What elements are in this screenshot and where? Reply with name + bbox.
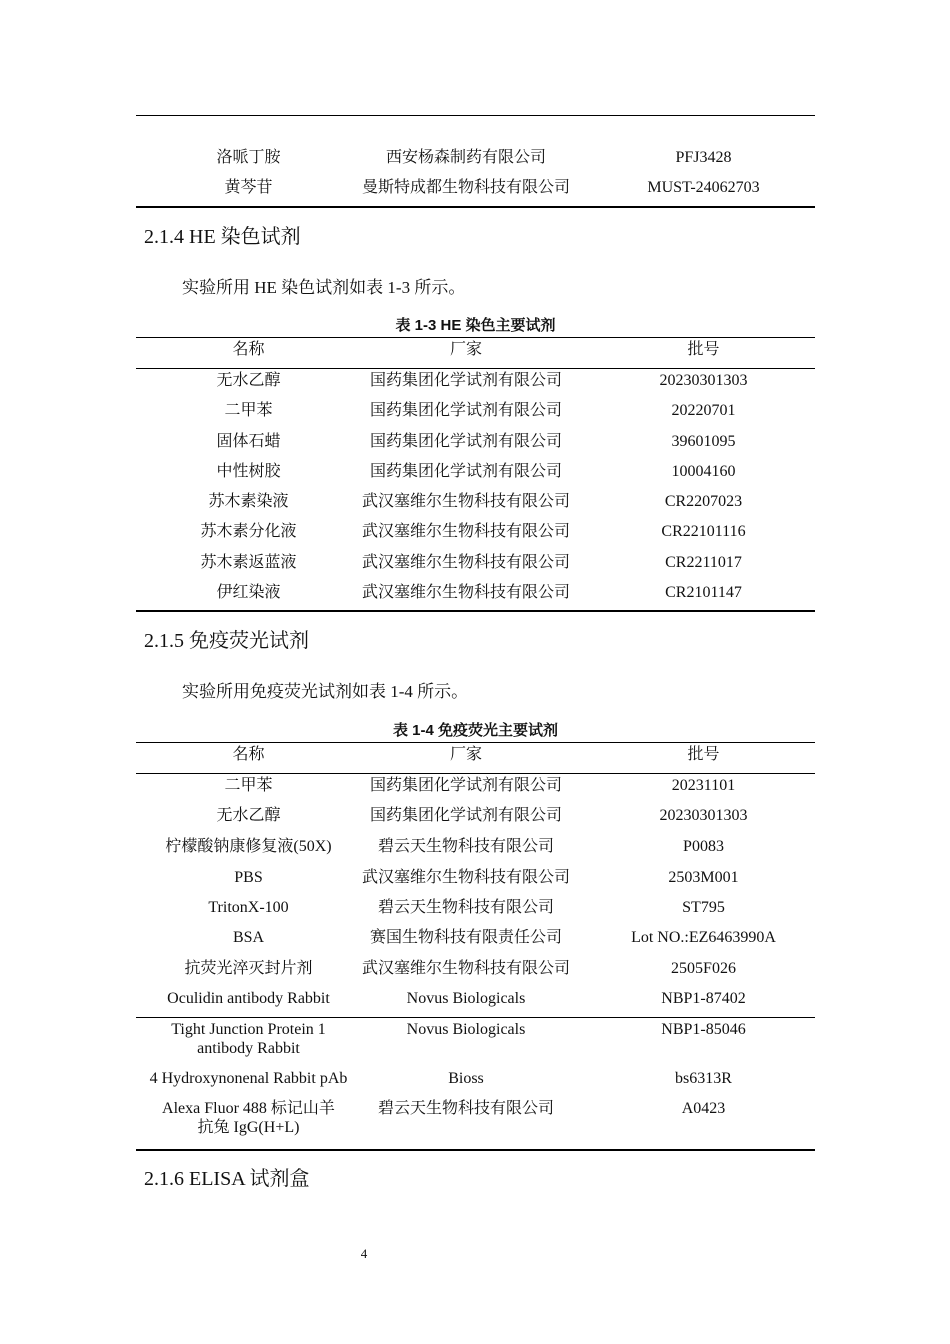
cell-name: 抗荧光淬灭封片剂 bbox=[184, 960, 313, 977]
cell-name: TritonX-100 bbox=[208, 899, 289, 916]
cell-maker: 碧云天生物科技有限公司 bbox=[377, 899, 554, 916]
cell-lot: 20230301303 bbox=[659, 372, 748, 389]
top-rule bbox=[136, 115, 815, 116]
cell-lot: CR2101147 bbox=[665, 584, 742, 601]
cell-lot: ST795 bbox=[682, 899, 725, 916]
table-row bbox=[136, 1099, 815, 1136]
cell-maker: 国药集团化学试剂有限公司 bbox=[369, 807, 562, 824]
cell-lot: 39601095 bbox=[671, 433, 736, 450]
table-header-row bbox=[136, 745, 815, 775]
header-name: 名称 bbox=[232, 341, 265, 358]
table-bottom-rule bbox=[136, 610, 815, 612]
cell-lot: PFJ3428 bbox=[675, 149, 732, 166]
cell-maker: 国药集团化学试剂有限公司 bbox=[369, 433, 562, 450]
cell-maker: Novus Biologicals bbox=[406, 1021, 526, 1038]
table-row bbox=[136, 178, 815, 208]
table-row bbox=[136, 837, 815, 867]
cell-name: PBS bbox=[234, 869, 263, 886]
table-row bbox=[136, 806, 815, 836]
cell-maker: Novus Biologicals bbox=[406, 990, 526, 1007]
table-row bbox=[136, 776, 815, 806]
cell-name: 苏木素分化液 bbox=[200, 523, 297, 540]
table-row bbox=[136, 401, 815, 431]
header-lot: 批号 bbox=[687, 746, 720, 763]
table-header-row bbox=[136, 340, 815, 370]
table-row bbox=[136, 868, 815, 898]
table-caption: 表 1-3 HE 染色主要试剂 bbox=[395, 317, 556, 334]
cell-name: 苏木素染液 bbox=[208, 493, 289, 510]
section-heading-2-1-5: 2.1.5 免疫荧光试剂 bbox=[144, 630, 309, 652]
cell-maker: 国药集团化学试剂有限公司 bbox=[369, 402, 562, 419]
cell-maker: 武汉塞维尔生物科技有限公司 bbox=[361, 869, 570, 886]
table-row bbox=[136, 1069, 815, 1099]
table-header-rule bbox=[136, 773, 815, 774]
table-row bbox=[136, 371, 815, 401]
table-row bbox=[136, 959, 815, 989]
table-page-break-rule bbox=[136, 1017, 815, 1018]
cell-name: Oculidin antibody Rabbit bbox=[167, 990, 330, 1007]
section-paragraph: 实验所用 HE 染色试剂如表 1-3 所示。 bbox=[182, 278, 466, 297]
cell-lot: A0423 bbox=[681, 1100, 726, 1117]
cell-name: Tight Junction Protein 1 antibody Rabbit bbox=[171, 1021, 326, 1057]
table-row bbox=[136, 1020, 815, 1057]
table-row bbox=[136, 522, 815, 552]
cell-lot: 2503M001 bbox=[668, 869, 739, 886]
cell-lot: 10004160 bbox=[671, 463, 736, 480]
cell-name: 二甲苯 bbox=[224, 777, 273, 794]
table-top-rule bbox=[136, 337, 815, 338]
table-row bbox=[136, 492, 815, 522]
table-top-rule bbox=[136, 742, 815, 743]
cell-name: 固体石蜡 bbox=[216, 433, 281, 450]
section-heading-2-1-4: 2.1.4 HE 染色试剂 bbox=[144, 226, 301, 248]
cell-name: 无水乙醇 bbox=[216, 807, 281, 824]
cell-maker: 武汉塞维尔生物科技有限公司 bbox=[361, 554, 570, 571]
cell-maker: 碧云天生物科技有限公司 bbox=[377, 838, 554, 855]
header-name: 名称 bbox=[232, 746, 265, 763]
cell-lot: CR2207023 bbox=[664, 493, 743, 510]
cell-maker: 武汉塞维尔生物科技有限公司 bbox=[361, 584, 570, 601]
table-bottom-rule bbox=[136, 206, 815, 208]
cell-lot: NBP1-85046 bbox=[661, 1021, 746, 1038]
cell-maker: 国药集团化学试剂有限公司 bbox=[369, 463, 562, 480]
cell-name: 二甲苯 bbox=[224, 402, 273, 419]
cell-maker: 国药集团化学试剂有限公司 bbox=[369, 777, 562, 794]
cell-lot: 20230301303 bbox=[659, 807, 748, 824]
cell-lot: MUST-24062703 bbox=[647, 179, 760, 196]
cell-maker: 武汉塞维尔生物科技有限公司 bbox=[361, 523, 570, 540]
table-row bbox=[136, 928, 815, 958]
cell-name: 4 Hydroxynonenal Rabbit pAb bbox=[149, 1070, 348, 1087]
cell-lot: CR2211017 bbox=[665, 554, 742, 571]
table-row bbox=[136, 148, 815, 178]
cell-maker: 武汉塞维尔生物科技有限公司 bbox=[361, 493, 570, 510]
table-row bbox=[136, 583, 815, 613]
page-number: 4 bbox=[360, 1246, 368, 1261]
cell-name: 中性树胶 bbox=[216, 463, 281, 480]
cell-maker: 武汉塞维尔生物科技有限公司 bbox=[361, 960, 570, 977]
cell-lot: CR22101116 bbox=[661, 523, 746, 540]
cell-name: BSA bbox=[232, 929, 265, 946]
cell-lot: 20220701 bbox=[671, 402, 736, 419]
header-maker: 厂家 bbox=[449, 746, 482, 763]
table-header-rule bbox=[136, 368, 815, 369]
cell-lot: P0083 bbox=[683, 838, 724, 855]
cell-maker: 曼斯特成都生物科技有限公司 bbox=[361, 179, 570, 196]
table-row bbox=[136, 898, 815, 928]
cell-name: 洛哌丁胺 bbox=[216, 149, 281, 166]
table-row bbox=[136, 432, 815, 462]
header-lot: 批号 bbox=[687, 341, 720, 358]
table-row bbox=[136, 989, 815, 1019]
header-maker: 厂家 bbox=[449, 341, 482, 358]
cell-name: 苏木素返蓝液 bbox=[200, 554, 297, 571]
cell-name: 伊红染液 bbox=[216, 584, 281, 601]
cell-maker: 赛国生物科技有限责任公司 bbox=[369, 929, 562, 946]
cell-name: 黄芩苷 bbox=[224, 179, 273, 196]
cell-lot: 20231101 bbox=[671, 777, 736, 794]
cell-name: 柠檬酸钠康修复液(50X) bbox=[165, 838, 332, 855]
table-row bbox=[136, 553, 815, 583]
cell-lot: bs6313R bbox=[675, 1070, 732, 1087]
section-paragraph: 实验所用免疫荧光试剂如表 1-4 所示。 bbox=[182, 682, 469, 701]
cell-lot: NBP1-87402 bbox=[661, 990, 746, 1007]
table-bottom-rule bbox=[136, 1149, 815, 1151]
cell-maker: Bioss bbox=[448, 1070, 484, 1087]
cell-maker: 西安杨森制药有限公司 bbox=[385, 149, 546, 166]
cell-maker: 碧云天生物科技有限公司 bbox=[377, 1100, 554, 1117]
table-caption: 表 1-4 免疫荧光主要试剂 bbox=[392, 722, 558, 739]
cell-name: Alexa Fluor 488 标记山羊抗兔 IgG(H+L) bbox=[162, 1100, 335, 1136]
table-row bbox=[136, 462, 815, 492]
cell-maker: 国药集团化学试剂有限公司 bbox=[369, 372, 562, 389]
cell-name: 无水乙醇 bbox=[216, 372, 281, 389]
section-heading-2-1-6: 2.1.6 ELISA 试剂盒 bbox=[144, 1168, 310, 1190]
cell-lot: Lot NO.:EZ6463990A bbox=[631, 929, 776, 946]
cell-lot: 2505F026 bbox=[671, 960, 736, 977]
